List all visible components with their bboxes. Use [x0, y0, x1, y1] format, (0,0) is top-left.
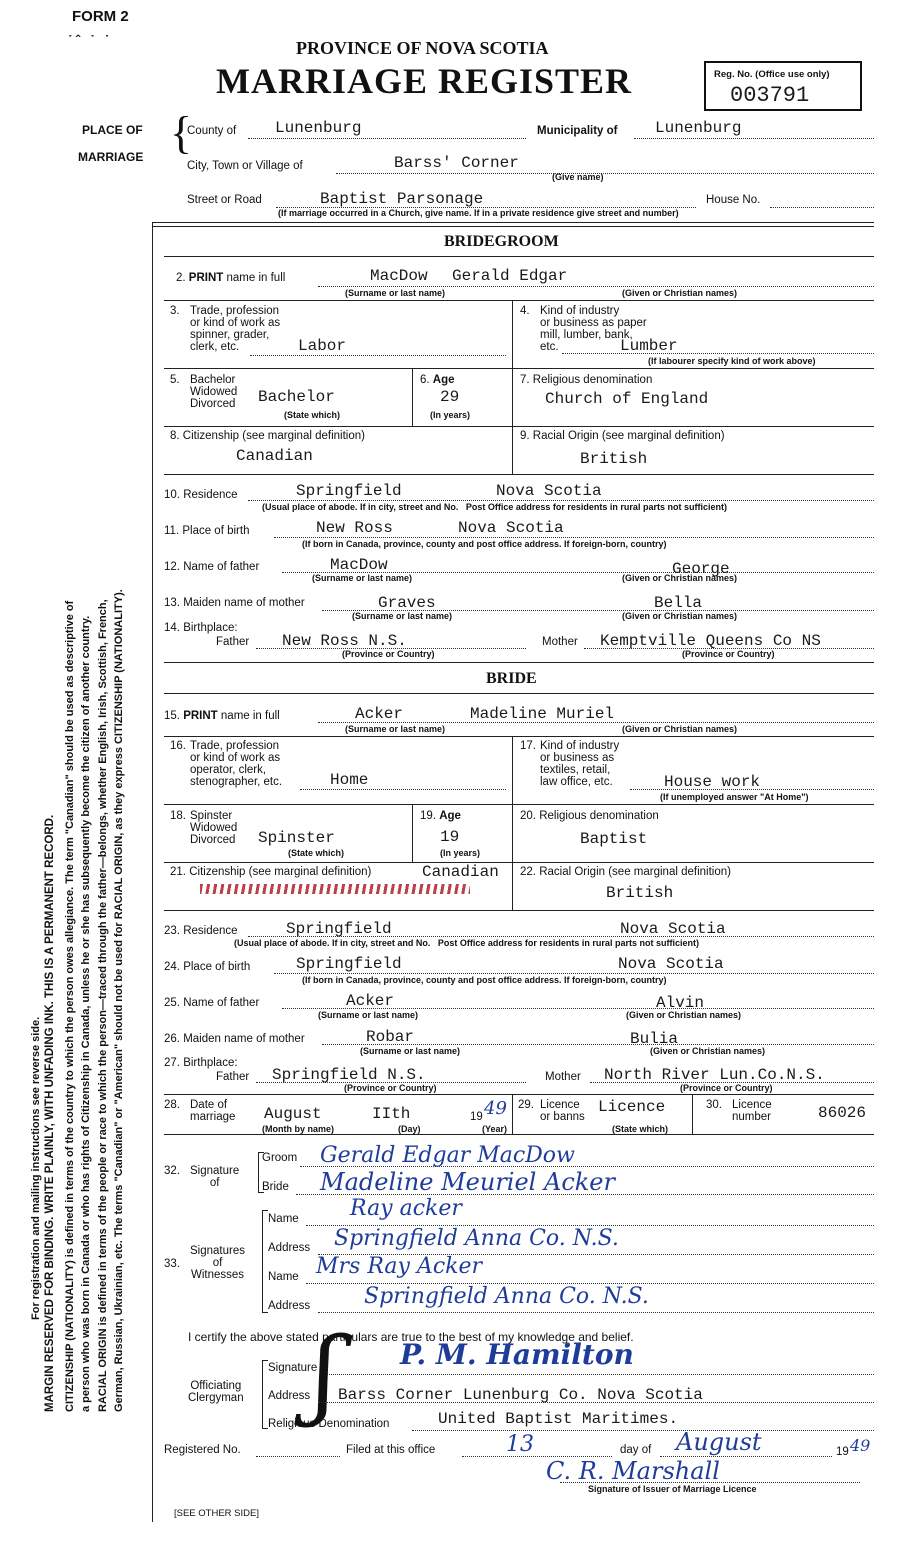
w1-name: Ray acker [350, 1196, 462, 1221]
groom-mother-given: Bella [654, 594, 703, 612]
day-note: (Day) [398, 1124, 421, 1134]
form-number: FORM 2 [72, 8, 129, 25]
f14-father-label: Father [216, 636, 250, 648]
f2-label-bold: PRINT [188, 272, 224, 284]
f28-label-1: Date of [190, 1099, 228, 1111]
surname-note: (Surname or last name) [345, 288, 446, 298]
f11-num: 11. [164, 525, 180, 537]
f25-surname-note: (Surname or last name) [318, 1010, 419, 1020]
f10-note-b: Post Office address for residents in rural parts not sufficient) [465, 502, 727, 512]
f33-label-2: of [212, 1257, 223, 1269]
f13-num: 13. [164, 597, 180, 609]
place-label-2: MARRIAGE [78, 150, 144, 164]
f25-given-note: (Given or Christian names) [626, 1010, 742, 1020]
f16-label-3: operator, clerk, [190, 764, 267, 776]
licence-number: 86026 [818, 1104, 867, 1122]
city-note: (Give name) [552, 172, 604, 182]
f32-num: 32. [164, 1165, 180, 1177]
f19-note: (In years) [440, 848, 481, 858]
strikeout-mark [200, 884, 470, 894]
page-title: MARRIAGE REGISTER [216, 61, 633, 101]
margin-line-5: RACIAL ORIGIN is defined in terms of the people or race to which the person—traced through the father—belongs, whether English, Irish, Scottish, French, [97, 599, 109, 1412]
registered-label: Registered No. [164, 1444, 241, 1456]
f3-label-2: or kind of work as [190, 317, 281, 329]
f17-label-4: law office, etc. [540, 776, 613, 788]
f15-num: 15. [164, 710, 180, 722]
groom-res-prov: Nova Scotia [496, 482, 602, 500]
groom-birth-city: New Ross [316, 519, 393, 537]
f13-surname-note: (Surname or last name) [352, 611, 453, 621]
clergy-address-label: Address [268, 1390, 311, 1402]
flourish-icon: ʃ [312, 1317, 339, 1429]
bride-mother-surname: Robar [366, 1028, 415, 1046]
groom-mother-surname: Graves [378, 594, 436, 612]
w1-address: Springfield Anna Co. N.S. [334, 1226, 619, 1251]
bride-mother-given: Bulia [630, 1030, 679, 1048]
f27-label: Birthplace: [183, 1057, 238, 1069]
f2-num: 2. [176, 272, 186, 284]
certify-text: I certify the above stated particulars are true to the best of my knowledge and belief. [188, 1330, 634, 1344]
bride-res-prov: Nova Scotia [620, 920, 726, 938]
bride-father-given: Alvin [656, 994, 705, 1012]
f18-label-2: Widowed [190, 822, 238, 834]
f24-num: 24. [164, 961, 180, 973]
state-note: (State which) [612, 1124, 669, 1134]
clergy-religion-label: Religious Denomination [268, 1418, 390, 1430]
brace-icon: { [170, 107, 193, 158]
bride-birth-city: Springfield [296, 955, 402, 973]
f20-label: Religious denomination [539, 810, 659, 822]
f12-num: 12. [164, 561, 180, 573]
street-value: Baptist Parsonage [320, 190, 484, 208]
f26-given-note: (Given or Christian names) [650, 1046, 766, 1056]
f24-label: Place of birth [183, 961, 251, 973]
margin-line-3: CITIZENSHIP (NATIONALITY) is defined in terms of the country to which the person owes allegiance. The term "Canadian" should be used as descriptive of [64, 600, 76, 1412]
f8-num: 8. [170, 430, 180, 442]
f15-surname-note: (Surname or last name) [345, 724, 446, 734]
status-note: (State which) [284, 410, 341, 420]
groom-father-surname: MacDow [330, 556, 388, 574]
f13-label: Maiden name of mother [183, 597, 305, 609]
groom-citizenship: Canadian [236, 447, 313, 465]
f28-label-2: marriage [190, 1111, 236, 1123]
w1-address-label: Address [268, 1242, 311, 1254]
f14-mother-label: Mother [542, 636, 578, 648]
clergy-signature-label: Signature [268, 1362, 318, 1374]
f10-note-a: (Usual place of abode. If in city, street and No. [262, 502, 459, 512]
f16-label-4: stenographer, etc. [190, 776, 283, 788]
f27-mother-note: (Province or Country) [680, 1083, 773, 1093]
groom-racial: British [580, 450, 648, 468]
marriage-month: August [264, 1105, 322, 1123]
f15-label-bold: PRINT [183, 710, 218, 722]
filed-month: August [676, 1428, 762, 1456]
margin-mark-icon: ˙ˆ ˙ ˙ [68, 32, 113, 48]
bride-header: BRIDE [486, 670, 537, 687]
f30-label-1: Licence [732, 1099, 772, 1111]
f27-num: 27. [164, 1057, 180, 1069]
bride-given: Madeline Muriel [470, 705, 615, 723]
f17-label-3: textiles, retail, [540, 764, 611, 776]
groom-status: Bachelor [258, 388, 335, 406]
county-value: Lunenburg [275, 119, 362, 137]
f29-num: 29. [518, 1099, 534, 1111]
f5-label-2: Widowed [190, 386, 238, 398]
f29-label-2: or banns [540, 1111, 585, 1123]
f4-label-1: Kind of industry [540, 305, 620, 317]
f24-note: (If born in Canada, province, county and post office address. If foreign-born, country) [302, 975, 667, 985]
f33-num: 33. [164, 1258, 180, 1270]
f15-given-note: (Given or Christian names) [622, 724, 738, 734]
f4-label-4: etc. [540, 341, 559, 353]
street-note: (If marriage occurred in a Church, give name. If in a private residence give street and number) [278, 208, 679, 218]
f3-label-1: Trade, profession [190, 305, 280, 317]
f25-num: 25. [164, 997, 180, 1009]
province-title: PROVINCE OF NOVA SCOTIA [296, 38, 549, 58]
w1-name-label: Name [268, 1213, 299, 1225]
f21-label: Citizenship (see marginal definition) [189, 866, 372, 878]
margin-line-2: MARGIN RESERVED FOR BINDING. WRITE PLAINLY, WITH UNFADING INK. THIS IS A PERMANENT RECORD. [44, 814, 56, 1412]
f25-label: Name of father [183, 997, 260, 1009]
f16-label-1: Trade, profession [190, 740, 280, 752]
w2-name: Mrs Ray Acker [316, 1254, 483, 1279]
f3-label-4: clerk, etc. [190, 341, 240, 353]
groom-age: 29 [440, 388, 460, 406]
issuer-signature: C. R. Marshall [546, 1457, 720, 1485]
groom-trade: Labor [298, 337, 347, 355]
f5-label-3: Divorced [190, 398, 236, 410]
f17-label-2: or business as [540, 752, 615, 764]
f4-num: 4. [520, 305, 530, 317]
bride-signature: Madeline Meuriel Acker [320, 1168, 615, 1196]
city-value: Barss' Corner [394, 154, 519, 172]
w2-name-label: Name [268, 1271, 299, 1283]
f33-label-1: Signatures [190, 1245, 245, 1257]
f13-given-note: (Given or Christian names) [622, 611, 738, 621]
f11-label: Place of birth [182, 525, 250, 537]
f26-num: 26. [164, 1033, 180, 1045]
month-note: (Month by name) [262, 1124, 334, 1134]
bride-citizenship: Canadian [422, 863, 499, 881]
f12-given-note: (Given or Christian names) [622, 573, 738, 583]
f4-note: (If labourer specify kind of work above) [648, 356, 816, 366]
f17-label-1: Kind of industry [540, 740, 620, 752]
marriage-year: 49 [484, 1098, 507, 1119]
groom-industry: Lumber [620, 337, 678, 355]
f30-label-2: number [732, 1111, 771, 1123]
f21-num: 21. [170, 866, 186, 878]
f9-num: 9. [520, 430, 530, 442]
f22-num: 22. [520, 866, 536, 878]
groom-mother-birthplace: Kemptville Queens Co NS [600, 632, 821, 650]
groom-father-birthplace: New Ross N.S. [282, 632, 407, 650]
margin-line-4: a person who was born in Canada or who has rights of Citizenship in Canada, unless he or she has subsequently become the citizen of another country. [80, 615, 92, 1412]
f12-surname-note: (Surname or last name) [312, 573, 413, 583]
f16-label-2: or kind of work as [190, 752, 281, 764]
clergy-address: Barss Corner Lunenburg Co. Nova Scotia [338, 1386, 703, 1404]
f27-father-note: (Province or Country) [344, 1083, 437, 1093]
filed-year-prefix: 19 [836, 1446, 849, 1458]
f23-label: Residence [183, 925, 238, 937]
f19-label: Age [439, 810, 461, 822]
f7-label: Religious denomination [532, 374, 653, 386]
groom-given: Gerald Edgar [452, 267, 568, 285]
f23-num: 23. [164, 925, 180, 937]
day-of-label: day of [620, 1444, 652, 1456]
f26-surname-note: (Surname or last name) [360, 1046, 461, 1056]
groom-birth-prov: Nova Scotia [458, 519, 564, 537]
reg-number-box [704, 61, 862, 111]
f6-num: 6. [420, 374, 430, 386]
f11-note: (If born in Canada, province, county and post office address. If foreign-born, country) [302, 539, 667, 549]
f23-note-a: (Usual place of abode. If in city, street and No. [234, 938, 431, 948]
f14-father-note: (Province or Country) [342, 649, 435, 659]
w2-address-label: Address [268, 1300, 311, 1312]
f27-mother-label: Mother [545, 1071, 581, 1083]
groom-res-city: Springfield [296, 482, 402, 500]
bride-religion: Baptist [580, 830, 648, 848]
f10-label: Residence [183, 489, 238, 501]
f8-label: Citizenship (see marginal definition) [182, 430, 365, 442]
f4-label-3: mill, lumber, bank, [540, 329, 633, 341]
f14-mother-note: (Province or Country) [682, 649, 775, 659]
bride-industry: House work [664, 773, 761, 791]
bride-trade: Home [330, 771, 369, 789]
county-label: County of [187, 125, 237, 137]
f7-num: 7. [520, 374, 530, 386]
year-note: (Year) [482, 1124, 508, 1134]
filed-label: Filed at this office [346, 1444, 436, 1456]
f27-father-label: Father [216, 1071, 250, 1083]
bride-sig-label: Bride [262, 1181, 289, 1193]
f3-num: 3. [170, 305, 180, 317]
groom-father-given: George [672, 560, 730, 578]
bridegroom-header: BRIDEGROOM [444, 233, 559, 250]
filed-day: 13 [506, 1432, 534, 1457]
f18-label-1: Spinster [190, 810, 233, 822]
clergy-label-1: Officiating [190, 1380, 242, 1392]
bride-father-surname: Acker [346, 992, 395, 1010]
bride-father-birthplace: Springfield N.S. [272, 1066, 426, 1084]
house-label: House No. [706, 194, 761, 206]
f18-label-3: Divorced [190, 834, 236, 846]
f12-label: Name of father [183, 561, 260, 573]
city-label: City, Town or Village of [187, 160, 303, 172]
marriage-year-prefix: 19 [470, 1111, 483, 1123]
f5-num: 5. [170, 374, 180, 386]
place-label-1: PLACE OF [82, 123, 143, 137]
f26-label: Maiden name of mother [183, 1033, 305, 1045]
municipality-label: Municipality of [537, 125, 618, 137]
filed-year: 49 [850, 1436, 871, 1455]
given-note: (Given or Christian names) [622, 288, 738, 298]
groom-sig-label: Groom [262, 1152, 298, 1164]
clergy-signature: P. M. Hamilton [400, 1338, 634, 1371]
bride-res-city: Springfield [286, 920, 392, 938]
f32-label-1: Signature [190, 1165, 240, 1177]
f18-num: 18. [170, 810, 186, 822]
f5-label-1: Bachelor [190, 374, 236, 386]
f4-label-2: or business as paper [540, 317, 647, 329]
groom-signature: Gerald Edgar MacDow [320, 1143, 575, 1168]
f15-label: name in full [220, 710, 280, 722]
f3-label-3: spinner, grader, [190, 329, 270, 341]
f10-num: 10. [164, 489, 180, 501]
f19-num: 19. [420, 810, 436, 822]
f14-label: Birthplace: [183, 622, 238, 634]
f16-num: 16. [170, 740, 186, 752]
f22-label: Racial Origin (see marginal definition) [539, 866, 731, 878]
municipality-value: Lunenburg [655, 119, 742, 137]
reg-note: (Office use only) [755, 69, 830, 80]
see-other-side: [SEE OTHER SIDE] [174, 1508, 259, 1519]
bride-surname: Acker [355, 705, 404, 723]
f2-label: name in full [226, 272, 286, 284]
groom-surname: MacDow [370, 267, 428, 285]
margin-line-1: For registration and mailing instructions see reverse side. [30, 1016, 42, 1320]
bride-racial: British [606, 884, 674, 902]
licence-type: Licence [598, 1098, 666, 1116]
f6-label: Age [432, 374, 455, 386]
f14-num: 14. [164, 622, 180, 634]
age-note: (In years) [430, 410, 471, 420]
f20-num: 20. [520, 810, 536, 822]
marriage-day: IIth [372, 1105, 411, 1123]
clergy-religion: United Baptist Maritimes. [438, 1410, 679, 1428]
f30-num: 30. [706, 1099, 722, 1111]
bride-mother-birthplace: North River Lun.Co.N.S. [604, 1066, 825, 1084]
f17-note: (If unemployed answer "At Home") [660, 792, 809, 802]
f32-label-2: of [209, 1177, 220, 1189]
f18-note: (State which) [288, 848, 345, 858]
w2-address: Springfield Anna Co. N.S. [364, 1284, 649, 1309]
f28-num: 28. [164, 1099, 180, 1111]
street-label: Street or Road [187, 194, 262, 206]
bride-birth-prov: Nova Scotia [618, 955, 724, 973]
bride-age: 19 [440, 828, 460, 846]
issuer-label: Signature of Issuer of Marriage Licence [588, 1484, 757, 1494]
f29-label-1: Licence [540, 1099, 580, 1111]
f17-num: 17. [520, 740, 536, 752]
f23-note-b: Post Office address for residents in rural parts not sufficient) [437, 938, 699, 948]
f9-label: Racial Origin (see marginal definition) [532, 430, 725, 442]
margin-line-6: German, Russian, Ukrainian, etc. The terms "Canadian" or "American" should not be used for RACIAL ORIGIN, as they express CITIZENSHIP (NATIONALITY). [113, 589, 125, 1412]
reg-number: 003791 [730, 83, 810, 108]
bride-status: Spinster [258, 829, 335, 847]
reg-label: Reg. No. [714, 69, 753, 80]
clergy-label-2: Clergyman [188, 1392, 244, 1404]
f33-label-3: Witnesses [190, 1269, 245, 1281]
groom-religion: Church of England [545, 390, 709, 408]
